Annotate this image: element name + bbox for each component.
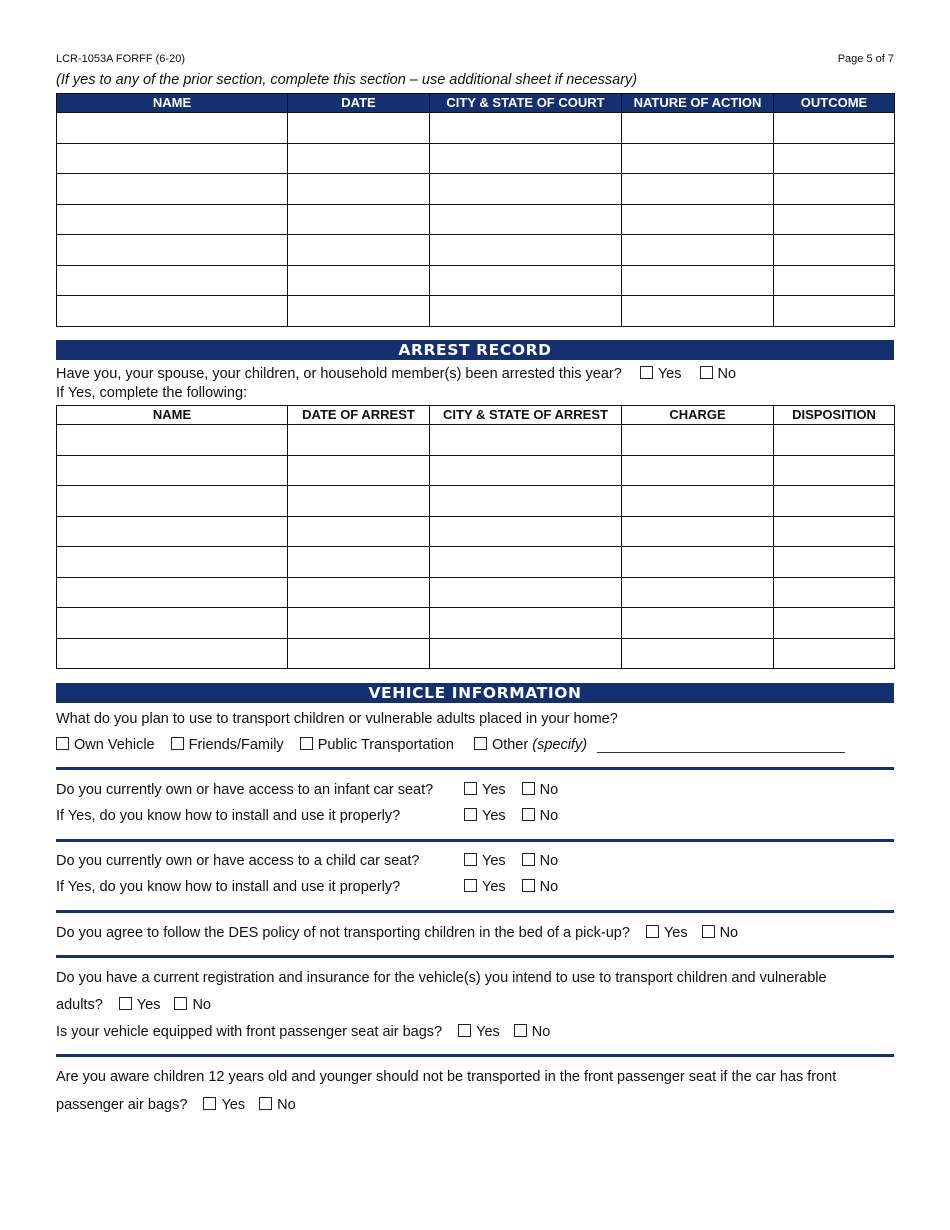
transport-option-label: Own Vehicle [74, 737, 155, 753]
court-table-cell[interactable] [57, 265, 288, 296]
no-label: No [539, 879, 559, 895]
front-seat-yes-checkbox[interactable] [203, 1097, 216, 1110]
arrest-table-cell[interactable] [774, 638, 895, 669]
arrest-table-cell[interactable] [622, 608, 774, 639]
yes-label: Yes [136, 997, 161, 1013]
other-checkbox[interactable] [474, 737, 487, 750]
transport-option-checkbox[interactable] [171, 737, 184, 750]
arrest-question [56, 366, 736, 382]
arrest-table-cell[interactable] [57, 516, 288, 547]
court-table-cell[interactable] [288, 265, 430, 296]
arrest-table [56, 405, 895, 669]
arrest-table-cell[interactable] [288, 486, 430, 517]
arrest-table-cell[interactable] [622, 425, 774, 456]
arrest-no-checkbox[interactable] [700, 366, 713, 379]
court-table-cell[interactable] [288, 235, 430, 266]
arrest-table-cell[interactable] [288, 425, 430, 456]
court-table-row [57, 143, 895, 174]
arrest-table-cell[interactable] [57, 455, 288, 486]
arrest-table-cell[interactable] [430, 486, 622, 517]
infant-seat-yes-no [464, 782, 558, 798]
court-table-cell[interactable] [622, 143, 774, 174]
registration-question-line1: Do you have a current registration and insurance for the vehicle(s) you intend to use to transport children and vulnerable [56, 970, 827, 986]
arrest-question-text: Have you, your spouse, your children, or household member(s) been arrested this year? [56, 366, 622, 382]
arrest-table-cell[interactable] [622, 486, 774, 517]
court-table-cell[interactable] [430, 265, 622, 296]
yes-label: Yes [482, 808, 506, 824]
transport-option-checkbox[interactable] [56, 737, 69, 750]
front-seat-question-line2: passenger air bags? [56, 1097, 188, 1113]
infant-seat-yes-checkbox[interactable] [464, 782, 477, 795]
court-table-row [57, 113, 895, 144]
transport-options [56, 737, 845, 753]
registration-question-line2: adults? [56, 997, 103, 1013]
arrest-record-title: ARREST RECORD [56, 340, 894, 360]
arrest-table-cell[interactable] [288, 638, 430, 669]
pickup-yes-checkbox[interactable] [646, 925, 659, 938]
arrest-yes-checkbox[interactable] [640, 366, 653, 379]
arrest-column-header: DISPOSITION [774, 406, 895, 425]
arrest-table-cell[interactable] [288, 577, 430, 608]
arrest-table-row [57, 486, 895, 517]
arrest-table-cell[interactable] [430, 577, 622, 608]
arrest-table-cell[interactable] [774, 425, 895, 456]
yes-label: Yes [221, 1097, 246, 1113]
court-table-cell[interactable] [430, 143, 622, 174]
court-table-cell[interactable] [288, 204, 430, 235]
court-table-cell[interactable] [430, 296, 622, 327]
court-table-cell[interactable] [622, 174, 774, 205]
arrest-column-header: NAME [57, 406, 288, 425]
arrest-table-cell[interactable] [774, 547, 895, 578]
yes-label: Yes [476, 1024, 500, 1040]
arrest-table-row [57, 608, 895, 639]
vehicle-info-title: VEHICLE INFORMATION [56, 683, 894, 703]
arrest-table-cell[interactable] [622, 638, 774, 669]
front-seat-no-checkbox[interactable] [259, 1097, 272, 1110]
other-label: Other [491, 737, 529, 753]
arrest-table-cell[interactable] [57, 608, 288, 639]
infant-seat-question: Do you currently own or have access to an infant car seat? [56, 782, 434, 798]
arrest-table-cell[interactable] [430, 547, 622, 578]
divider [56, 839, 894, 842]
arrest-table-cell[interactable] [288, 516, 430, 547]
court-table-cell[interactable] [288, 113, 430, 144]
court-column-header: CITY & STATE OF COURT [430, 94, 622, 113]
court-table-cell[interactable] [57, 174, 288, 205]
arrest-table-cell[interactable] [430, 425, 622, 456]
court-table-cell[interactable] [774, 204, 895, 235]
court-table-cell[interactable] [774, 113, 895, 144]
arrest-column-header: DATE OF ARREST [288, 406, 430, 425]
arrest-table-cell[interactable] [774, 455, 895, 486]
court-column-header: NAME [57, 94, 288, 113]
court-table-cell[interactable] [774, 265, 895, 296]
arrest-table-cell[interactable] [774, 486, 895, 517]
transport-option-checkbox[interactable] [300, 737, 313, 750]
court-actions-table [56, 93, 895, 327]
court-table-cell[interactable] [57, 204, 288, 235]
transport-option-label: Friends/Family [188, 737, 284, 753]
arrest-table-cell[interactable] [774, 516, 895, 547]
arrest-table-cell[interactable] [430, 608, 622, 639]
court-column-header: DATE [288, 94, 430, 113]
no-label: No [717, 366, 737, 382]
form-id: LCR-1053A FORFF (6-20) [56, 53, 185, 65]
arrest-table-cell[interactable] [430, 455, 622, 486]
arrest-table-row [57, 638, 895, 669]
court-table-cell[interactable] [430, 235, 622, 266]
registration-question-row [56, 997, 211, 1013]
court-table-cell[interactable] [57, 296, 288, 327]
no-label: No [539, 853, 559, 869]
court-table-cell[interactable] [288, 296, 430, 327]
divider [56, 1054, 894, 1057]
court-table-cell[interactable] [622, 113, 774, 144]
court-table-row [57, 204, 895, 235]
court-table-cell[interactable] [774, 174, 895, 205]
court-table-row [57, 235, 895, 266]
court-table-cell[interactable] [57, 235, 288, 266]
no-label: No [531, 1024, 551, 1040]
infant-install-yes-checkbox[interactable] [464, 808, 477, 821]
arrest-table-cell[interactable] [288, 608, 430, 639]
airbags-no-checkbox[interactable] [514, 1024, 527, 1037]
yes-label: Yes [482, 879, 506, 895]
infant-install-yes-no [464, 808, 558, 824]
arrest-table-cell[interactable] [774, 577, 895, 608]
registration-no-checkbox[interactable] [174, 997, 187, 1010]
other-hint: (specify) [532, 737, 588, 753]
child-install-question: If Yes, do you know how to install and use it properly? [56, 879, 401, 895]
court-table-row [57, 174, 895, 205]
divider [56, 910, 894, 913]
pickup-question-row [56, 925, 738, 941]
arrest-table-cell[interactable] [288, 547, 430, 578]
child-seat-yes-no [464, 853, 558, 869]
court-table-cell[interactable] [430, 204, 622, 235]
arrest-table-row [57, 516, 895, 547]
divider [56, 767, 894, 770]
arrest-table-row [57, 455, 895, 486]
arrest-table-cell[interactable] [57, 638, 288, 669]
arrest-table-row [57, 577, 895, 608]
no-label: No [539, 782, 559, 798]
arrest-table-cell[interactable] [622, 577, 774, 608]
child-install-yes-checkbox[interactable] [464, 879, 477, 892]
no-label: No [277, 1097, 296, 1113]
court-table-cell[interactable] [430, 113, 622, 144]
court-section-note: (If yes to any of the prior section, complete this section – use additional sheet if necessary) [56, 72, 638, 88]
no-label: No [192, 997, 211, 1013]
front-seat-question-row [56, 1097, 296, 1113]
airbags-yes-checkbox[interactable] [458, 1024, 471, 1037]
infant-seat-no-checkbox[interactable] [522, 782, 535, 795]
court-table-cell[interactable] [57, 143, 288, 174]
arrest-table-cell[interactable] [774, 608, 895, 639]
court-table-cell[interactable] [622, 265, 774, 296]
court-table-cell[interactable] [622, 296, 774, 327]
child-install-yes-no [464, 879, 558, 895]
court-column-header: OUTCOME [774, 94, 895, 113]
yes-label: Yes [482, 782, 506, 798]
registration-yes-checkbox[interactable] [119, 997, 132, 1010]
front-seat-question-line1: Are you aware children 12 years old and younger should not be transported in the front passenger seat if the car has front [56, 1069, 837, 1085]
court-table-cell[interactable] [288, 174, 430, 205]
arrest-table-cell[interactable] [622, 516, 774, 547]
arrest-table-cell[interactable] [622, 455, 774, 486]
arrest-table-cell[interactable] [288, 455, 430, 486]
court-table-cell[interactable] [774, 143, 895, 174]
arrest-table-cell[interactable] [57, 577, 288, 608]
arrest-column-header: CHARGE [622, 406, 774, 425]
page-number: Page 5 of 7 [837, 53, 894, 65]
arrest-if-yes: If Yes, complete the following: [56, 385, 248, 401]
infant-install-question: If Yes, do you know how to install and use it properly? [56, 808, 401, 824]
no-label: No [719, 925, 739, 941]
court-table-cell[interactable] [57, 113, 288, 144]
court-table-cell[interactable] [622, 204, 774, 235]
court-table-row [57, 265, 895, 296]
court-table-cell[interactable] [774, 235, 895, 266]
divider [56, 955, 894, 958]
court-table-cell[interactable] [288, 143, 430, 174]
child-seat-no-checkbox[interactable] [522, 853, 535, 866]
court-column-header: NATURE OF ACTION [622, 94, 774, 113]
infant-install-no-checkbox[interactable] [522, 808, 535, 821]
yes-label: Yes [482, 853, 506, 869]
arrest-table-row [57, 425, 895, 456]
airbags-question-row [56, 1024, 550, 1040]
arrest-table-cell[interactable] [57, 425, 288, 456]
pickup-question: Do you agree to follow the DES policy of not transporting children in the bed of a pick-up? [56, 925, 630, 941]
child-seat-yes-checkbox[interactable] [464, 853, 477, 866]
arrest-column-header: CITY & STATE OF ARREST [430, 406, 622, 425]
child-seat-question: Do you currently own or have access to a child car seat? [56, 853, 420, 869]
transport-question: What do you plan to use to transport children or vulnerable adults placed in your home? [56, 711, 618, 727]
court-table-cell[interactable] [622, 235, 774, 266]
child-install-no-checkbox[interactable] [522, 879, 535, 892]
arrest-table-row [57, 547, 895, 578]
arrest-table-cell[interactable] [430, 638, 622, 669]
pickup-no-checkbox[interactable] [702, 925, 715, 938]
arrest-table-cell[interactable] [57, 547, 288, 578]
arrest-table-cell[interactable] [622, 547, 774, 578]
transport-option-label: Public Transportation [317, 737, 454, 753]
airbags-question: Is your vehicle equipped with front passenger seat air bags? [56, 1024, 443, 1040]
yes-label: Yes [663, 925, 688, 941]
yes-label: Yes [657, 366, 682, 382]
arrest-table-cell[interactable] [430, 516, 622, 547]
other-specify-field[interactable] [597, 738, 845, 753]
arrest-table-cell[interactable] [57, 486, 288, 517]
court-table-cell[interactable] [774, 296, 895, 327]
court-table-cell[interactable] [430, 174, 622, 205]
court-table-row [57, 296, 895, 327]
no-label: No [539, 808, 559, 824]
